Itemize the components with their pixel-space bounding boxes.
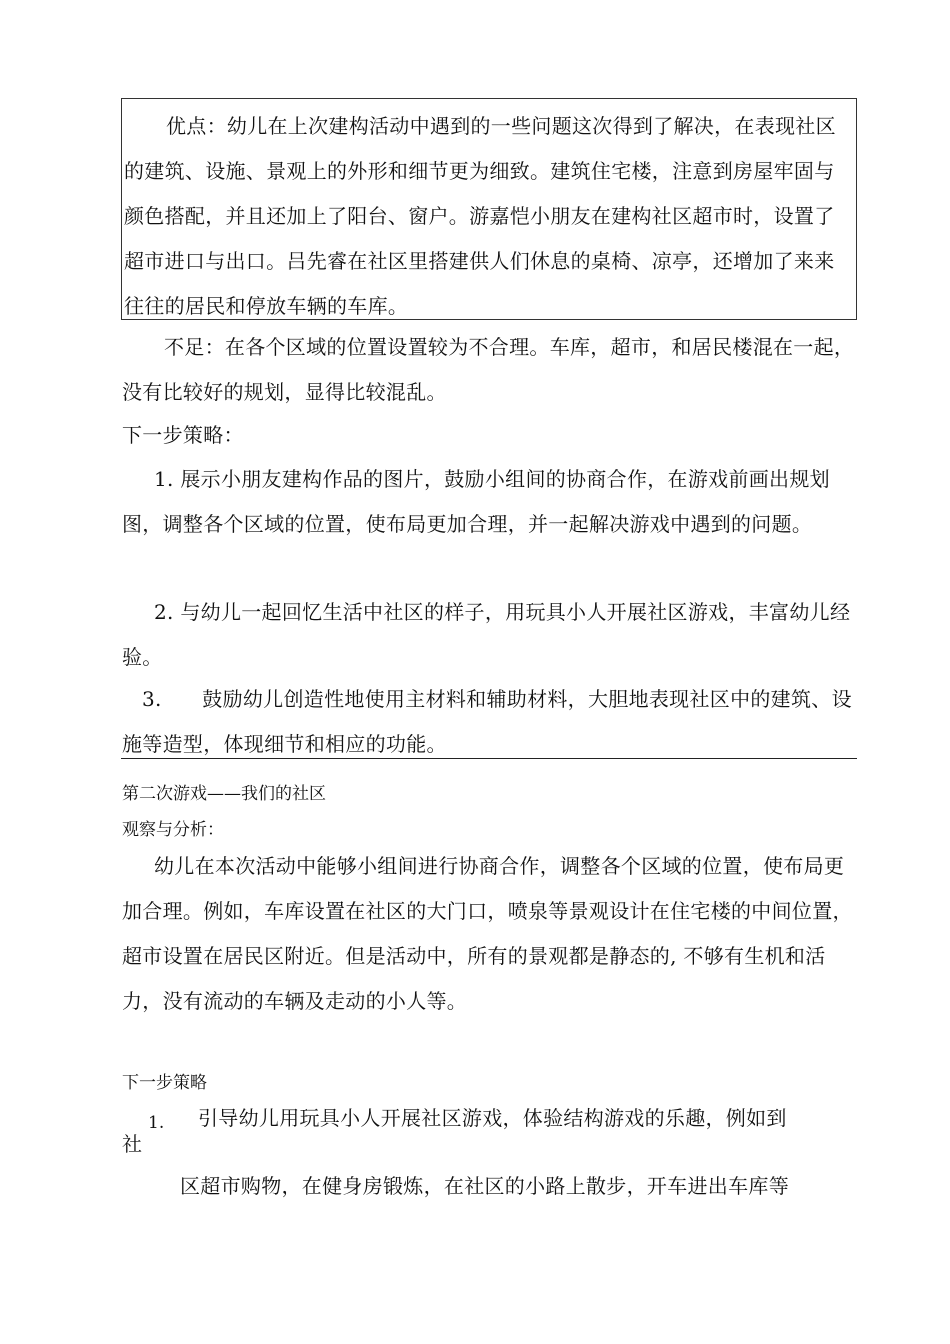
section-divider (121, 758, 857, 759)
strategy2-item-line1-tail: 社 (122, 1132, 143, 1156)
strategy2-item-number: 1. (148, 1113, 165, 1133)
next-steps-heading-1: 下一步策略： (122, 423, 244, 447)
strategy2-item-line1: 引导幼儿用玩具小人开展社区游戏，体验结构游戏的乐趣，例如到 (198, 1106, 787, 1130)
shortcomings-paragraph: 不足：在各个区域的位置设置较为不合理。车库，超市，和居民楼混在一起，没有比较好的规划，显得比较混乱。 (122, 335, 855, 404)
strategy-item-2: 2. 与幼儿一起回忆生活中社区的样子，用玩具小人开展社区游戏，丰富幼儿经验。 (122, 600, 851, 669)
strategy-item-3: 3. 鼓励幼儿创造性地使用主材料和辅助材料，大胆地表现社区中的建筑、设施等造型，体现细节和相应的功能。 (122, 687, 852, 756)
strategy2-item-line2: 区超市购物，在健身房锻炼，在社区的小路上散步，开车进出车库等 (180, 1174, 789, 1198)
advantages-paragraph: 优点：幼儿在上次建构活动中遇到的一些问题这次得到了解决，在表现社区的建筑、设施、景观上的外形和细节更为细致。建筑住宅楼，注意到房屋牢固与颜色搭配，并且还加上了阳台、窗户。游嘉恺小朋友在建构社区超市时，设置了超市进口与出口。吕先睿在社区里搭建供人们休息的桌椅、凉亭，还增加了来来往往的居民和停放车辆的车库。 (124, 114, 836, 318)
strategy-item-1: 1. 展示小朋友建构作品的图片，鼓励小组间的协商合作，在游戏前画出规划图，调整各个区域的位置，使布局更加合理，并一起解决游戏中遇到的问题。 (122, 467, 830, 536)
observation-heading: 观察与分析： (122, 820, 224, 840)
next-steps-heading-2: 下一步策略 (122, 1073, 207, 1093)
section2-title: 第二次游戏——我们的社区 (122, 784, 326, 804)
observation-paragraph: 幼儿在本次活动中能够小组间进行协商合作，调整各个区域的位置，使布局更加合理。例如，车库设置在社区的大门口，喷泉等景观设计在住宅楼的中间位置，超市设置在居民区附近。但是活动中，所有的景观都是静态的, 不够有生机和活力，没有流动的车辆及走动的小人等。 (122, 854, 853, 1013)
